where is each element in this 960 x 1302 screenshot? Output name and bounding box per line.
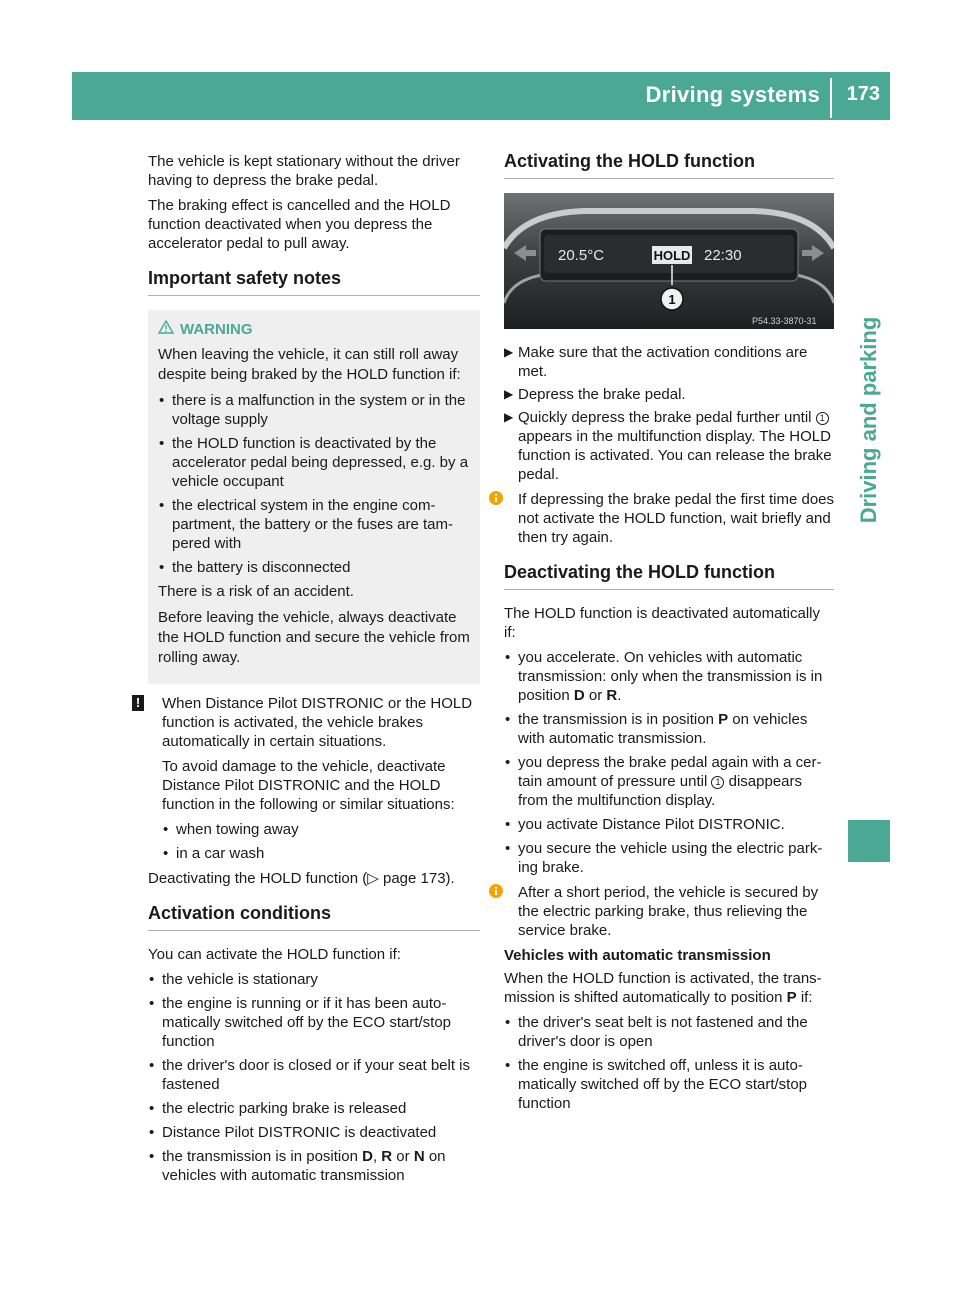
heading-safety-notes: Important safety notes xyxy=(148,269,480,296)
text-segment: on vehicles with automatic transmission. xyxy=(518,711,808,747)
intro-paragraph-2: The braking effect is cancelled and the HOLD function deactivated when you depress the accelerator pedal to pull away. xyxy=(148,197,451,252)
note-list xyxy=(162,820,480,863)
warning-list xyxy=(158,391,470,577)
step-arrow-icon: ▶ xyxy=(504,387,514,401)
figure-hold-indicator: HOLD xyxy=(653,248,691,263)
activation-list xyxy=(148,970,480,1185)
subheading-automatic-transmission: Vehicles with automatic transmission xyxy=(504,947,771,964)
activation-intro: You can activate the HOLD function if: xyxy=(148,946,401,963)
gear-p: P xyxy=(786,989,797,1006)
chapter-tab xyxy=(848,120,890,600)
list-item xyxy=(504,753,834,810)
text-segment: , xyxy=(372,1148,382,1165)
list-item: • the engine is switched off, unless it is auto-matically switched off by the ECO start/stop function xyxy=(504,1056,834,1113)
step-arrow-icon: ▶ xyxy=(504,410,514,424)
chapter-tab-label: Driving and parking xyxy=(856,316,881,524)
step-item xyxy=(504,343,834,381)
right-column xyxy=(504,152,834,1118)
list-item: • the vehicle is stationary xyxy=(148,970,480,989)
list-item: • you secure the vehicle using the electric park-ing brake. xyxy=(504,839,834,877)
callout-marker: 1 xyxy=(711,776,724,789)
gear-d: D xyxy=(362,1148,373,1165)
intro-paragraph-1: The vehicle is kept stationary without the driver having to depress the brake pedal. xyxy=(148,153,460,189)
deactivation-list xyxy=(504,648,834,877)
list-item xyxy=(504,710,834,748)
step-text: Quickly depress the brake pedal further until xyxy=(518,409,816,426)
info-icon xyxy=(489,884,503,903)
warning-advice: Before leaving the vehicle, always deactivate the HOLD function and secure the vehicle from rolling away. xyxy=(158,609,470,666)
info-note-2 xyxy=(504,883,834,940)
gear-d: D xyxy=(573,687,585,704)
list-item: • the HOLD function is deactivated by the accelerator pedal being depressed, e.g. by a vehicle occupant xyxy=(158,434,470,491)
left-column xyxy=(135,152,480,1190)
figure-callout-1: 1 xyxy=(668,292,676,307)
exclamation-icon: ! xyxy=(132,695,144,711)
header-divider xyxy=(830,78,832,118)
list-item: • you activate Distance Pilot DISTRONIC. xyxy=(504,815,834,834)
text-segment: if: xyxy=(796,989,813,1006)
activation-steps xyxy=(504,343,834,484)
callout-marker: 1 xyxy=(816,412,829,425)
heading-deactivating-hold: Deactivating the HOLD function xyxy=(504,563,834,590)
step-text: Depress the brake pedal. xyxy=(518,386,686,403)
damage-note xyxy=(135,694,480,863)
text-segment: . xyxy=(617,687,622,704)
text-segment: the transmission is in position xyxy=(518,711,719,728)
list-item: • the battery is disconnected xyxy=(158,558,470,577)
text-segment: you depress the brake pedal again with a cer-tain amount of pressure until xyxy=(518,754,822,790)
text-segment: disappears from the multifunction display. xyxy=(518,773,803,809)
step-arrow-icon: ▶ xyxy=(504,345,514,359)
list-item: • the driver's door is closed or if your seat belt is fastened xyxy=(148,1056,480,1094)
list-item xyxy=(504,648,834,705)
page-number: 173 xyxy=(846,83,880,105)
warning-text: When leaving the vehicle, it can still roll away despite being braked by the HOLD function if: xyxy=(158,346,461,383)
info-note-1 xyxy=(504,490,834,547)
note-text-2: To avoid damage to the vehicle, deactivate Distance Pilot DISTRONIC and the HOLD function in the following or similar situations: xyxy=(162,758,455,813)
warning-label: WARNING xyxy=(180,321,253,338)
list-item: • the electric parking brake is released xyxy=(148,1099,480,1118)
figure-time: 22:30 xyxy=(704,247,742,264)
text-segment: on vehicles with automatic transmission xyxy=(162,1148,446,1184)
deactivation-intro: The HOLD function is deactivated automatically if: xyxy=(504,605,820,641)
heading-activating-hold: Activating the HOLD function xyxy=(504,152,834,179)
figure-code: P54.33-3870-31 xyxy=(752,316,817,326)
step-item xyxy=(504,408,834,484)
list-item: • the engine is running or if it has been auto-matically switched off by the ECO start/stop function xyxy=(148,994,480,1051)
text-segment: or xyxy=(584,687,607,704)
text-segment: the transmission is in position xyxy=(162,1148,363,1165)
section-title: Driving systems xyxy=(645,82,820,107)
gear-p: P xyxy=(718,711,729,728)
step-text: appears in the multifunction display. The HOLD function is activated. You can release the brake pedal. xyxy=(518,428,832,483)
auto-intro xyxy=(504,969,834,1007)
step-item xyxy=(504,385,834,404)
list-item: • the electrical system in the engine com-partment, the battery or the fuses are tam-pered with xyxy=(158,496,470,553)
list-item: • in a car wash xyxy=(162,844,480,863)
gear-r: R xyxy=(606,687,618,704)
gear-n: N xyxy=(413,1148,425,1165)
list-item: • Distance Pilot DISTRONIC is deactivated xyxy=(148,1123,480,1142)
page-reference[interactable]: Deactivating the HOLD function (▷ page 173). xyxy=(148,870,455,887)
list-item: • when towing away xyxy=(162,820,480,839)
heading-activation-conditions: Activation conditions xyxy=(148,904,480,931)
text-segment: When the HOLD function is activated, the trans-mission is shifted automatically to position xyxy=(504,970,822,1006)
chapter-marker xyxy=(848,820,890,862)
warning-triangle-icon xyxy=(158,320,174,339)
note-text-1: When Distance Pilot DISTRONIC or the HOLD function is activated, the vehicle brakes automatically in certain situations. xyxy=(162,695,473,750)
info-icon xyxy=(489,491,503,510)
instrument-cluster-figure xyxy=(504,193,834,329)
step-text: Make sure that the activation conditions are met. xyxy=(518,344,808,380)
list-item: • there is a malfunction in the system or in the voltage supply xyxy=(158,391,470,429)
text-segment: you accelerate. On vehicles with automatic transmission: only when the transmission is in position xyxy=(518,649,823,704)
auto-list xyxy=(504,1013,834,1113)
text-segment: or xyxy=(392,1148,414,1165)
warning-risk: There is a risk of an accident. xyxy=(158,583,354,600)
warning-box xyxy=(148,310,480,684)
info-text: If depressing the brake pedal the first time does not activate the HOLD function, wait briefly and then try again. xyxy=(518,491,835,546)
header-bar xyxy=(72,72,890,120)
list-item xyxy=(148,1147,480,1185)
warning-header xyxy=(158,320,470,339)
figure-temperature: 20.5°C xyxy=(558,247,605,264)
info-text: After a short period, the vehicle is secured by the electric parking brake, thus relieving the service brake. xyxy=(518,884,819,939)
list-item: • the driver's seat belt is not fastened and the driver's door is open xyxy=(504,1013,834,1051)
gear-r: R xyxy=(381,1148,393,1165)
